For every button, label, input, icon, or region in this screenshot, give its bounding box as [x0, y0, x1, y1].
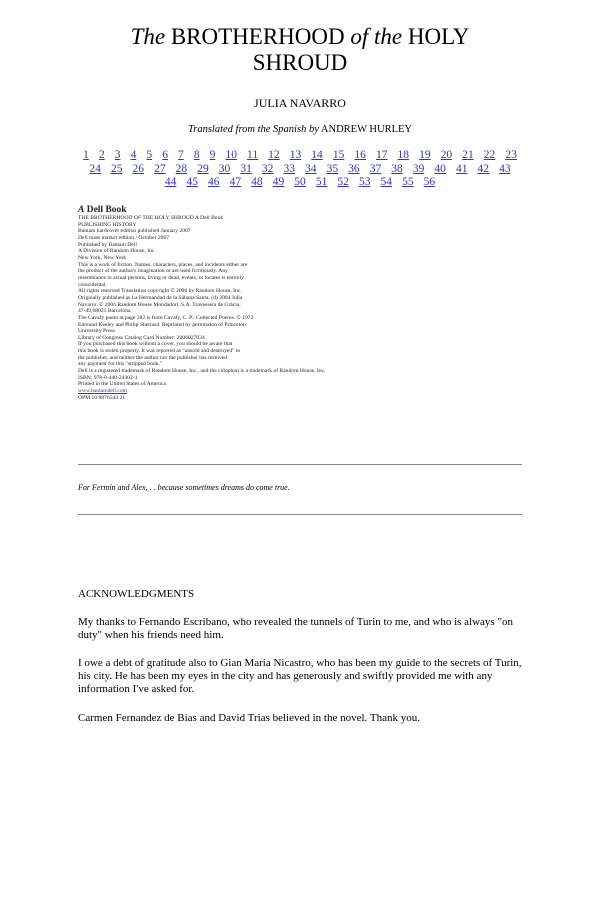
opm-line: OPM 10 9876543 21 — [78, 394, 126, 401]
chapter-link[interactable]: 8 — [193, 149, 200, 161]
copyright-line: Printed in the United States of America — [78, 381, 166, 388]
chapter-link[interactable]: 33 — [283, 162, 295, 175]
acknowledgments-paragraph-2: I owe a debt of gratitude also to Gian Maria Nicastro, who has been my guide to the secrets of Turin, his city. He has been my eyes in the city and has generously and swiftly provided me with any information I've asked for. — [78, 657, 522, 695]
chapter-link[interactable]: 38 — [391, 162, 403, 175]
chapter-link[interactable]: 26 — [132, 162, 145, 175]
title-part-of-the: of the — [350, 24, 403, 49]
copyright-line: any payment for this "stripped book." — [78, 361, 163, 368]
book-title — [0, 24, 600, 76]
title-part-the: The — [130, 24, 166, 49]
copyright-line: This is a work of fiction. Names, characters, places, and incidents either are — [78, 261, 248, 268]
divider-bottom — [78, 514, 522, 515]
chapter-link[interactable]: 7 — [178, 149, 184, 161]
copyright-line: ISBN: 978-0-440-24302-1 — [78, 374, 138, 381]
chapter-links — [78, 149, 522, 190]
copyright-block — [78, 205, 438, 401]
chapter-link[interactable]: 53 — [358, 176, 371, 188]
copyright-line: If you purchased this book without a cover, you should be aware that — [78, 341, 233, 348]
acknowledgments-paragraph-3: Carmen Fernandez de Bias and David Trias believed in the novel. Thank you. — [78, 712, 420, 724]
chapter-link[interactable]: 40 — [434, 162, 446, 175]
chapter-link[interactable]: 43 — [499, 162, 511, 175]
chapter-link[interactable]: 21 — [462, 149, 474, 161]
dell-book-label: Dell Book — [84, 205, 127, 215]
chapter-link[interactable]: 16 — [354, 149, 366, 161]
chapter-link[interactable]: 45 — [186, 176, 198, 188]
title-part-holy: HOLY — [402, 24, 470, 49]
copyright-line: A Division of Random House, Inc. — [78, 248, 156, 255]
dell-book-a: A — [78, 205, 85, 215]
chapter-link[interactable]: 36 — [348, 162, 360, 175]
dedication: For Fermín and Alex, . . because sometimes dreams do come true. — [78, 483, 290, 492]
chapter-link[interactable]: 47 — [229, 176, 242, 188]
chapter-link[interactable]: 25 — [110, 162, 123, 175]
copyright-line: Dell mass market edition / October 2007 — [78, 234, 170, 241]
chapter-link[interactable]: 29 — [197, 162, 209, 175]
chapter-link[interactable]: 15 — [332, 149, 345, 161]
copyright-lines — [78, 215, 438, 388]
copyright-line: Published by Bantam Dell — [78, 241, 137, 248]
chapter-link[interactable]: 54 — [380, 176, 392, 188]
chapter-link[interactable]: 9 — [209, 149, 216, 161]
translator-credit — [0, 123, 600, 136]
copyright-line: the product of the author's imagination or are used fictitiously. Any — [78, 268, 228, 275]
chapter-link[interactable]: 42 — [477, 162, 490, 175]
title-part-shroud: SHROUD — [252, 50, 348, 75]
copyright-line: The Cavafy poem at page 282 is from Cavafy, C. P.: Collected Poems. © 1972 — [78, 314, 254, 321]
chapter-link[interactable]: 11 — [247, 149, 259, 161]
chapter-link[interactable]: 35 — [326, 162, 339, 175]
chapter-link[interactable]: 34 — [305, 162, 317, 175]
copyright-line: All rights reserved Translation copyright © 2006 by Random House, Inc. — [78, 288, 242, 295]
chapter-link[interactable]: 18 — [397, 149, 410, 161]
chapter-link[interactable]: 6 — [162, 149, 168, 161]
chapter-link[interactable]: 23 — [505, 149, 517, 161]
copyright-line: coincidental. — [78, 281, 107, 288]
chapter-link[interactable]: 30 — [218, 162, 231, 175]
publisher-link-line — [78, 388, 438, 395]
copyright-line: Dell is a registered trademark of Random House, Inc., and the colophon is a trademark of Random House, Inc. — [78, 368, 326, 375]
chapter-link[interactable]: 14 — [311, 149, 323, 161]
copyright-line: resemblance to actual persons, living or dead, events, or locales is entirely — [78, 274, 244, 281]
chapter-link[interactable]: 13 — [289, 149, 302, 161]
dell-book-heading — [78, 205, 438, 215]
copyright-line: New York, New York — [78, 254, 127, 261]
chapter-link[interactable]: 1 — [83, 149, 89, 161]
copyright-line: this book is stolen property. It was reported as "unsold and destroyed" to — [78, 348, 241, 355]
chapter-link[interactable]: 28 — [175, 162, 188, 175]
chapter-link[interactable]: 22 — [483, 149, 496, 161]
translator-prefix: Translated from the Spanish by — [187, 124, 319, 135]
chapter-link[interactable]: 52 — [337, 176, 349, 188]
chapter-link[interactable]: 4 — [130, 149, 137, 161]
chapter-link[interactable]: 3 — [114, 149, 121, 161]
copyright-line: Edmund Keeley and Philip Sherrard. Reprinted by permission of Princeton — [78, 321, 246, 328]
chapter-link[interactable]: 5 — [146, 149, 153, 161]
copyright-line: THE BROTHERHOOD OF THE HOLY SHROUD A Dell Book — [78, 215, 224, 221]
chapter-link[interactable]: 32 — [261, 162, 274, 175]
chapter-link[interactable]: 19 — [419, 149, 431, 161]
chapter-link[interactable]: 50 — [294, 176, 306, 188]
chapter-link[interactable]: 17 — [375, 149, 388, 161]
chapter-link[interactable]: 44 — [164, 176, 177, 188]
chapter-link[interactable]: 56 — [423, 176, 436, 188]
publisher-link[interactable]: www.bantamdell.com — [78, 388, 128, 395]
chapter-link[interactable]: 2 — [98, 149, 105, 161]
chapter-link[interactable]: 49 — [272, 176, 285, 188]
copyright-line: Library of Congress Catalog Card Number: 2006027034 — [78, 334, 205, 341]
title-part-brotherhood: BROTHERHOOD — [165, 24, 351, 49]
copyright-line: Navarro. © 2004 Random House Mondadori, S.A. Travessera de Gràcia, — [78, 301, 241, 308]
copyright-line: 47-49,08021 Barcelona — [78, 308, 131, 315]
divider-top — [78, 464, 522, 465]
chapter-link[interactable]: 27 — [154, 162, 166, 175]
chapter-link[interactable]: 55 — [402, 176, 414, 188]
chapter-link[interactable]: 46 — [208, 176, 220, 188]
chapter-link[interactable]: 39 — [412, 162, 425, 175]
chapter-link[interactable]: 10 — [225, 149, 237, 161]
chapter-link[interactable]: 12 — [268, 149, 280, 161]
chapter-link[interactable]: 51 — [315, 176, 328, 188]
copyright-line: University Press. — [78, 328, 117, 335]
chapter-link[interactable]: 24 — [89, 162, 101, 175]
chapter-link[interactable]: 41 — [455, 162, 468, 175]
chapter-link[interactable]: 37 — [369, 162, 382, 175]
copyright-line: the publisher, and neither the author nor the publisher has received — [78, 354, 228, 361]
chapter-link[interactable]: 20 — [440, 149, 453, 161]
acknowledgments-heading: ACKNOWLEDGMENTS — [78, 588, 195, 600]
copyright-line: PUBLISHING HISTORY — [78, 221, 137, 228]
acknowledgments-paragraph-1: My thanks to Fernando Escribano, who revealed the tunnels of Turin to me, and who is always "on duty" when his friends need him. — [78, 616, 513, 641]
copyright-line: Bantam hardcover edition published January 2007 — [78, 228, 191, 235]
author-name: JULIA NAVARRO — [254, 96, 346, 110]
translator-name: ANDREW HURLEY — [318, 124, 412, 135]
copyright-line: Originally published as La Hermandad de la Sábana Santa. (d) 2004 Julia — [78, 294, 243, 301]
chapter-link[interactable]: 48 — [251, 176, 263, 188]
chapter-link[interactable]: 31 — [240, 162, 252, 175]
